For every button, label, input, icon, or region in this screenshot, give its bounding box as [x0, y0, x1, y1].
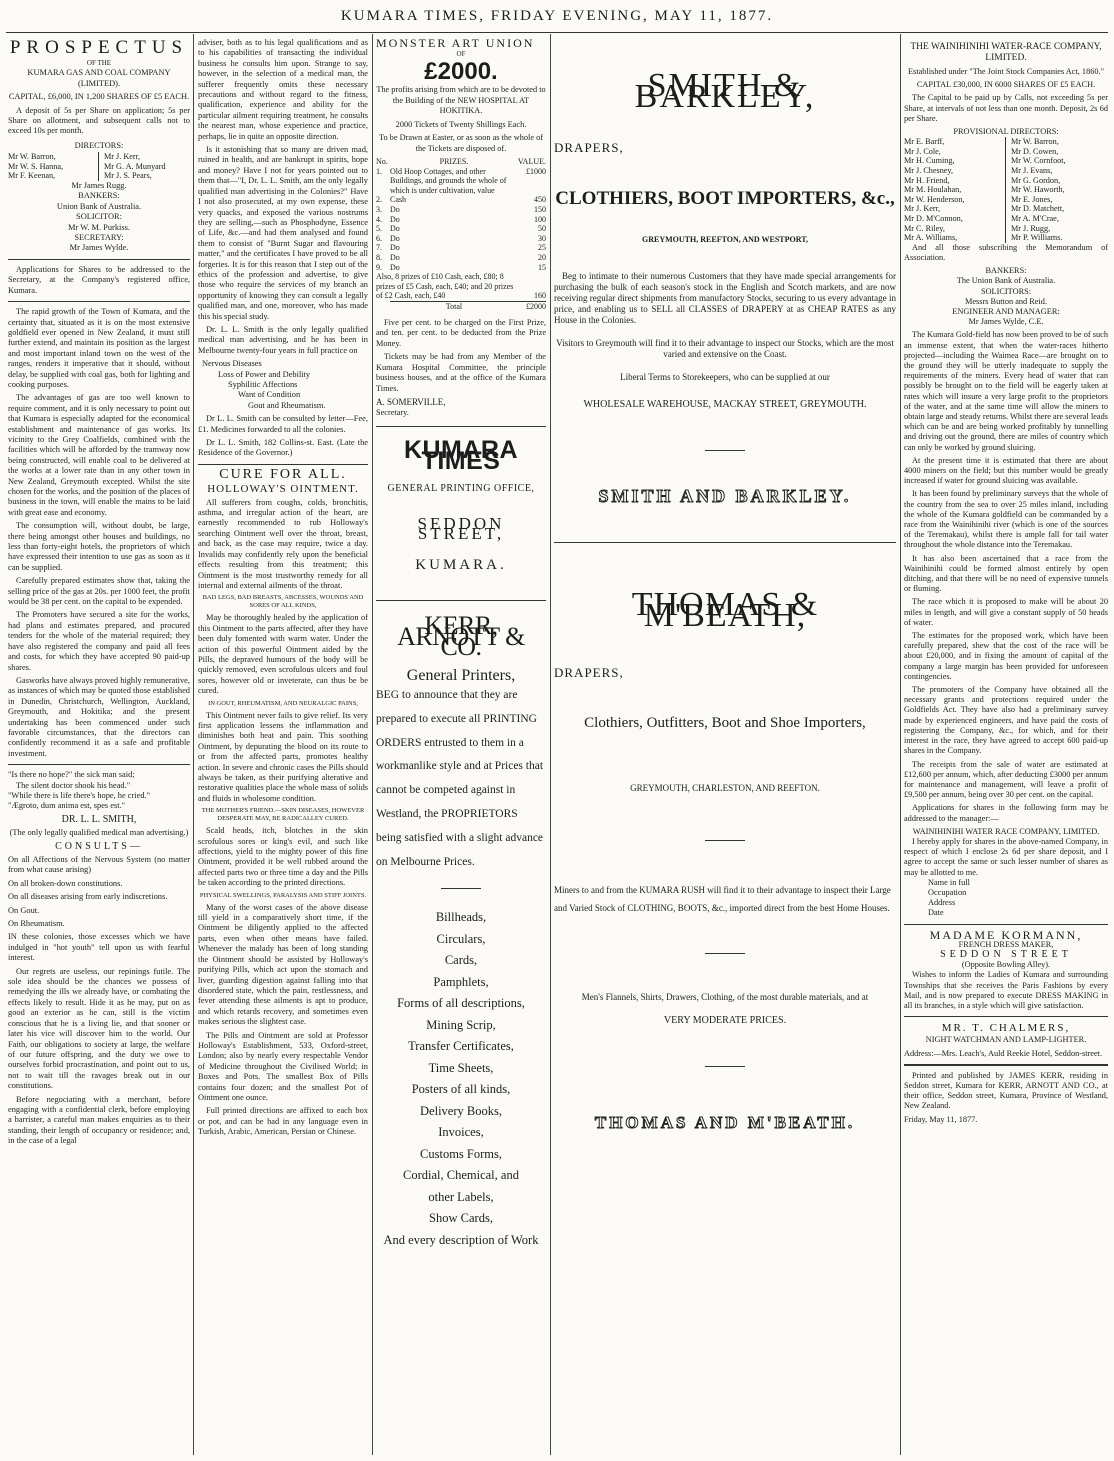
printing-item: Forms of all descriptions,: [397, 996, 525, 1011]
water-race-capital-note: The Capital to be paid up by Calls, not exceeding 5s per Share, at intervals of not less than one month. Deposit, 2s 6d per Share.: [904, 93, 1108, 123]
paragraph: Five per cent. to be charged on the First Prize, and ten. per cent. to be deducted from the Prize Money.: [376, 317, 546, 348]
th-prizes: PRIZES.: [439, 157, 469, 166]
paragraph: Is it astonishing that so many are driven mad, ruined in health, and are bankrupt in spirits, hope and money? Have I not for years pointed out to them that—"I, Dr. L. L. Smith, am the only legally qualified man advertising in the Colonies?" Have I not also prosecuted, at my own expense, these very quacks, and exposed the various nostrums they are selling,—such as Phosphodyne, Essence of Life, &c.—and had them analysed and found them to consist of "Burnt Sugar and flavouring matter," and the certificates I have proved to be all forgeries. It is for this reason that I step out of the ethics of the profession and advertise, to give those who require the services of my branch an opportunity of knowing they can consult a legally qualified man, and one, moreover, who has made this his special study.: [198, 145, 368, 321]
art-union-drawn: To be Drawn at Easter, or as soon as the whole of the Tickets are disposed of.: [378, 133, 544, 153]
doctor-subtitle: (The only legally qualified medical man advertising.): [9, 828, 189, 838]
prize-no: 7.: [376, 243, 382, 253]
prize-desc: Do: [390, 204, 400, 214]
provisional-directors-heading: PROVISIONAL DIRECTORS:: [953, 127, 1059, 137]
provisional-director: Mr C. Riley,: [904, 223, 945, 233]
printing-item: And every description of Work: [383, 1232, 539, 1247]
signatory-title: Secretary.: [376, 407, 409, 417]
smith-liberal: Liberal Terms to Storekeepers, who can be supplied at our: [620, 372, 830, 382]
printing-item: Cordial, Chemical, and: [403, 1168, 519, 1183]
smith-signature: SMITH AND BARKLEY.: [598, 486, 852, 506]
art-union-heading: MONSTER ART UNION: [376, 38, 535, 50]
provisional-director: Mr J. Kerr,: [904, 204, 941, 214]
printing-item: Circulars,: [436, 931, 486, 946]
thomas-mbeath-heading: THOMAS & M'BEATH,: [631, 586, 819, 634]
cure-heading: CURE FOR ALL.: [219, 466, 347, 482]
prize-row: [376, 234, 546, 244]
column-divider: [900, 34, 901, 1455]
prize-no: 1.: [376, 166, 382, 176]
drapers-label: DRAPERS,: [554, 140, 624, 155]
prize-desc: Do: [390, 233, 400, 243]
paragraph: At the present time it is estimated that there are about 4000 miners on the field; but this number would be greatly increased if water for ground sluicing was available.: [904, 455, 1108, 486]
printing-office: GENERAL PRINTING OFFICE,: [387, 483, 535, 494]
provisional-director: Mr A. M'Crae,: [1011, 213, 1059, 223]
director: Mr J. Kerr,: [104, 152, 141, 162]
prize-no: 3.: [376, 204, 382, 214]
paragraph: The receipts from the sale of water are estimated at £12,600 per annum, which, after deducting £3000 per annum for maintenance and management, will leave a profit of £9,500 per annum, being over 30 per cent. on the capital.: [904, 759, 1108, 800]
prospectus-of-the: OF THE: [86, 59, 112, 67]
company-name: KUMARA GAS AND COAL COMPANY (LIMITED).: [27, 68, 171, 88]
kumara-times-heading: KUMARA TIMES: [403, 436, 519, 475]
provisional-director: Mr G. Gordon,: [1011, 175, 1061, 185]
paragraph: The race which it is proposed to make will be about 20 miles in length, and will give a constant supply of 50 heads of water.: [904, 597, 1108, 627]
column-3: [376, 38, 546, 1453]
all-those: And all those subscribing the Memorandum of Association.: [904, 242, 1108, 262]
smith-wholesale: WHOLESALE WAREHOUSE, MACKAY STREET, GREYMOUTH.: [583, 399, 867, 410]
thomas-miners: Miners to and from the KUMARA RUSH will find it to their advantage to inspect their Large and Varied Stock of CLOTHING, BOOTS, &c., imported direct from the best Home Houses.: [554, 885, 891, 913]
thomas-moderate: VERY MODERATE PRICES.: [663, 1015, 787, 1026]
capital: CAPITAL, £6,000, IN 1,200 SHARES OF £5 EACH.: [8, 92, 190, 102]
water-race-capital: CAPITAL £30,000, IN 6000 SHARES OF £5 EACH.: [916, 80, 1096, 90]
paragraph: adviser, both as to his legal qualifications and as to his capabilities of transacting the individual business he consults him upon. Strange to say, however, in the selection of a medical man, the sufferer frequently omits these necessary precautions and without regard to the fitness, qualification, experience and ability for the particular ailment requiring treatment, he consults the nearest man, whose experience and practice, perhaps, lie in quite an opposite direction.: [198, 38, 368, 141]
prize-val: 50: [538, 224, 546, 234]
engineer-heading: ENGINEER AND MANAGER:: [952, 306, 1060, 316]
paragraph: The rapid growth of the Town of Kumara, and the certainty that, situated as it is on the most extensive goldfield ever opened in New Zealand, it must still further extend, and maintain its position as the largest and most important inland town on the west of the ranges, renders it imperative that it should, without delay, be supplied with coal gas, both for lighting and cooking purposes.: [8, 307, 190, 389]
prize-desc: Do: [390, 252, 400, 262]
printing-item: Invoices,: [438, 1125, 484, 1140]
prize-val: 30: [538, 233, 546, 243]
paragraph: The Promoters have secured a site for the works, had plans and estimates prepared, and procured tenders for the whole of the material required; they have also registered the company and paid all fees and costs, for which they have accepted 90 paid-up shares.: [8, 610, 190, 672]
paragraph: Full printed directions are affixed to each box or pot, and can be had in any language even in Turkish, Arabic, American, Persian or Chinese.: [198, 1106, 368, 1137]
form-heading: WAINIHINIHI WATER RACE COMPANY, LIMITED.: [912, 826, 1100, 836]
provisional-director: Mr E. Jones,: [1011, 194, 1053, 204]
provisional-director: Mr D. Cowen,: [1011, 146, 1059, 156]
clothiers-heading: CLOTHIERS, BOOT IMPORTERS, &c.,: [555, 188, 895, 209]
subheading: BAD LEGS, BAD BREASTS, ABCESSES, WOUNDS AND SORES OF ALL KINDS,: [202, 594, 364, 610]
prize-no: 8.: [376, 252, 382, 262]
kormann-subtitle: FRENCH DRESS MAKER,: [958, 939, 1054, 949]
kormann-heading: MADAME KORMANN,: [929, 927, 1083, 942]
paragraph: May be thoroughly healed by the application of this Ointment to the parts affected, after they have been duly fomented with warm water. Under the action of this powerful Ointment aided by the Pills, the depraved humours of the body will be quickly removed, even scrofulous ulcers and foul sores, however old or inveterate, can thus be be cured.: [198, 613, 368, 696]
provisional-director: Mr W. Cornfoot,: [1011, 156, 1066, 166]
prize-no: 2.: [376, 195, 382, 205]
paragraph: The advantages of gas are too well known to require comment, and it is only necessary to point out that Kumara is especially adapted for the economical establishment and maintenance of gas works. Its vicinity to the Grey Coalfields, combined with the facilities which will be afforded by the tramway now being constructed, will enable coal to be delivered at the works at a lower rate than in any other town in New Zealand, Greymouth excepted. Whilst the site chosen for the works, and the position of the places of business in the town, will enable the mains to be laid with great ease and economy.: [8, 393, 190, 517]
secretary-heading: SECRETARY:: [74, 233, 124, 243]
subheading: THE MOTHER'S FRIEND.—SKIN DISEASES, HOWEVER DESPERATE MAY, BE RADICALLEY CURED.: [201, 807, 365, 823]
directors-list: [8, 152, 190, 181]
kormann-street: SEDDON STREET: [940, 948, 1072, 960]
prize-row: [376, 205, 546, 215]
th-no: No.: [376, 157, 388, 166]
paragraph: Gasworks have always proved highly remunerative, as instances of which may be quoted those established in Dunedin, Christchurch, Wellington, Auckland, Greymouth, and Hokitika; and the present undertaking has been commenced under such favorable circumstances, that the directors can confidently recommend it as a safe and profitable investment.: [8, 675, 190, 758]
provisional-directors-list: [904, 137, 1108, 243]
prize-also-value: 160: [534, 291, 546, 301]
provisional-director: Mr J. Cole,: [904, 146, 941, 156]
column-1: [8, 38, 190, 1453]
kerr-arnott-heading: KERR, ARNOTT & CO.: [397, 611, 525, 661]
director: Mr J. S. Pears,: [104, 171, 152, 181]
printing-item: Billheads,: [435, 910, 487, 925]
prize-val: 15: [538, 262, 546, 272]
form-body: I hereby apply for shares in the above-named Company, in respect of which I enclose 2s 6d per share deposit, and I agree to accept the same or such lesser number of shares as may be allotted to me.: [904, 836, 1108, 877]
prize-row: [376, 243, 546, 253]
art-union-of: OF: [456, 49, 466, 58]
prize-no: 4.: [376, 214, 382, 224]
general-printers: General Printers,: [406, 666, 516, 684]
consult-item: On Gout.: [8, 905, 40, 915]
prize-no: 6.: [376, 233, 382, 243]
prize-val: 150: [534, 204, 546, 214]
art-union-profits: The profits arising from which are to be devoted to the Building of the NEW HOSPITAL AT HOKITIKA.: [376, 85, 546, 115]
smith-barkley-heading: SMITH & BARKLEY,: [634, 67, 816, 115]
printers-announcement: BEG to announce that they are prepared to execute all PRINTING ORDERS entrusted to them in a workmanlike style and at Prices that cannot be competed against in Westland, the PROPRIETORS being satisfied with a slight advance on Melbourne Prices.: [376, 689, 544, 868]
thomas-clothiers: Clothiers, Outfitters, Boot and Shoe Importers,: [584, 715, 866, 731]
consult-item: On all broken-down constitutions.: [8, 878, 123, 888]
water-race-established: Established under "The Joint Stock Companies Act, 1860.": [908, 67, 1104, 76]
paragraph: Carefully prepared estimates show that, taking the selling price of the gas at 20s. per 1000 feet, the profit would be 38 per cent. on the capital to be expended.: [8, 576, 190, 607]
bankers: The Union Bank of Australia.: [956, 276, 1056, 286]
deposit-text: A deposit of 5s per Share on application; 5s per Share on allotment, and subsequent calls not to exceed 10s per month.: [8, 105, 190, 136]
quote: "Ægroto, dum anima est, spes est.": [8, 801, 126, 811]
secretary: Mr James Wylde.: [69, 243, 129, 253]
prize-desc: Do: [390, 214, 400, 224]
seddon-street: SEDDON STREET,: [417, 513, 505, 543]
provisional-director: Mr W. Haworth,: [1011, 185, 1065, 195]
ailment: Gout and Rheumatism.: [248, 400, 326, 410]
paragraph: The Pills and Ointment are sold at Professor Holloway's Establishment, 533, Oxford-street, London; also by nearly every respectable Vendor of Medicine throughout the Civilised World; in Boxes and Pots. The smallest Box of Pills contains four dozen; and the smallest Pot of Ointment one ounce.: [198, 1030, 368, 1102]
column-divider: [372, 34, 373, 1455]
ailment: Loss of Power and Debility: [218, 369, 311, 379]
column-4: [554, 38, 896, 1453]
thomas-places: GREYMOUTH, CHARLESTON, AND REEFTON.: [630, 783, 820, 793]
kumara-town: KUMARA.: [415, 556, 507, 573]
provisional-director: Mr J. Chesney,: [904, 166, 954, 175]
kormann-body: Wishes to inform the Ladies of Kumara and surrounding Townships that she receives the Paris Fashions by every Mail, and is now prepared to execute DRESS MAKING in all its branches, in a style which will give satisfaction.: [904, 970, 1108, 1010]
total-label: Total: [390, 301, 518, 311]
prize-desc: Do: [390, 243, 400, 253]
column-divider: [550, 34, 551, 1455]
drapers2-label: DRAPERS,: [554, 665, 624, 680]
directors-heading: DIRECTORS:: [74, 140, 124, 150]
prize-no: 5.: [376, 224, 382, 234]
art-union-tickets: 2000 Tickets of Twenty Shillings Each.: [395, 119, 527, 129]
ailment: Nervous Diseases: [202, 359, 262, 369]
chalmers-address: Address:—Mrs. Leach's, Auld Reekie Hotel, Seddon-street.: [904, 1048, 1103, 1058]
column-2: [198, 38, 368, 1453]
art-union-amount: £2000.: [424, 58, 498, 85]
printing-item: Show Cards,: [429, 1211, 493, 1226]
printing-item: Mining Scrip,: [426, 1017, 496, 1032]
paragraph: Tickets may be had from any Member of the Kumara Hospital Committee, the principle business houses, and at the office of the Kumara Times.: [376, 352, 546, 393]
provisional-director: Mr W. Barron,: [1011, 137, 1059, 147]
smith-visitors: Visitors to Greymouth will find it to their advantage to inspect our Stocks, which are the most varied and extensive on the Coast.: [556, 338, 894, 359]
printing-item: Transfer Certificates,: [408, 1039, 514, 1054]
printing-item: Pamphlets,: [433, 974, 489, 989]
paragraph: Our regrets are useless, our repinings futile. The sole idea should be the chances we possess of remedying the ills we already have, or combating the effects likely to result. Hide it as he may, put on as good an exterior as he can, still is the victim conscious that he is a living lie, and that sooner or later his vice will discover him to the world. Our Faith, our obligations to society at large, the welfare of our future offspring, and the duty we owe to ourselves forbid procrastination, and point out to us, not to wait till the ravages break out in our constitutions.: [8, 966, 190, 1091]
provisional-director: Mr D. M'Connon,: [904, 213, 963, 223]
chalmers-heading: MR. T. CHALMERS,: [941, 1022, 1071, 1035]
provisional-director: Mr J. Rugg,: [1011, 223, 1051, 233]
form-field-label: Date: [928, 908, 944, 918]
provisional-director: Mr H. Friend,: [904, 175, 950, 185]
paragraph: Applications for shares in the following form may be addressed to the manager:—: [904, 803, 1108, 823]
paragraph: The estimates for the proposed work, which have been carefully prepared, shew that the cost of the race will be about £20,000, and in fixing the amount of capital of the company a large margin has been provided for unforeseen contingencies.: [904, 631, 1108, 681]
printing-item: Posters of all kinds,: [411, 1082, 511, 1097]
printing-item: Cards,: [444, 953, 478, 968]
form-field-label: Address: [928, 898, 956, 908]
ailment: Want of Condition: [238, 390, 301, 400]
prize-row: [376, 195, 546, 205]
subheading: PHYSICAL SWELLINGS, PARALYSIS AND STIFF JOINTS.: [199, 891, 367, 899]
quote: "While there is life there's hope, he cried.": [8, 790, 151, 800]
prize-row: [376, 253, 546, 263]
printing-item: other Labels,: [428, 1189, 494, 1204]
paragraph: Dr L. L. Smith, 182 Collins-st. East. (Late the Residence of the Governor.): [198, 438, 368, 458]
signatory: A. SOMERVILLE,: [376, 397, 446, 407]
prizes-table: [376, 157, 546, 312]
paragraph: All sufferers from coughs, colds, bronchitis, asthma, and irregular action of the heart, are earnestly recommended to rub Holloway's searching Ointment well over the throat, breast, and back, as the case may require, twice a day. Invalids may confidently rely upon the beneficial effects resulting from this treatment; this Ointment is the most trustworthy remedy for all internal and external ailments of the throat.: [198, 497, 368, 590]
bankers-heading: BANKERS:: [985, 266, 1027, 276]
paragraph: Before negociating with a merchant, before engaging with a confidential clerk, before employing a barrister, a careful man makes enquiries as to their standing, their length of occupancy or residence; and, in the case of a legal: [8, 1094, 190, 1146]
holloway-heading: HOLLOWAY'S OINTMENT.: [207, 483, 359, 496]
director: Mr James Rugg.: [71, 181, 127, 191]
masthead-rule: [6, 32, 1108, 33]
printing-items-list: [376, 907, 546, 1251]
paragraph: The Kumara Gold-field has now been proved to be of such an immense extent, that when the water-races hitherto projected—including the Waimea Race—are brought on to the ground they will be utterly inadequate to supply the requirements of the miners. Every head of water that can possibly be brought on to the field will be eagerly taken at rates which will insure a very large profit to the proprietors of the water, and at the same time will allow the miners to obtain large and steady returns. Whilst there are several leads which can be and are being worked profitably by tunnelling and driving out the ground, there are miles of country which can only be worked by ground sluicing.: [904, 330, 1108, 452]
applications-text: Applications for Shares to be addressed to the Secretary, at the Company's registered office, Kumara.: [8, 264, 190, 295]
prize-no: 9.: [376, 262, 382, 272]
consults-heading: CONSULTS—: [55, 840, 143, 852]
quote: The silent doctor shook his head.": [16, 780, 131, 790]
prize-row: [376, 167, 546, 196]
paragraph: The promoters of the Company have obtained all the necessary grants and protections required under the Goldfields Act. They have also had a preliminary survey made by experienced engineers, and have paid the costs of registering the Company, &c., for which, and for their interest in the race, they have agreed to accept 600 paid-up shares in the Company.: [904, 685, 1108, 756]
ailment: Syphilitic Affections: [228, 380, 298, 389]
consult-item: On all Affections of the Nervous System (no matter from what cause arising): [8, 855, 190, 875]
quote: "Is there no hope?" the sick man said;: [8, 770, 135, 780]
provisional-director: Mr H. Cuming,: [904, 156, 955, 166]
paragraph: IN these colonies, those excesses which we have indulged in "hot youth" tell upon us with fearful interest.: [8, 932, 190, 963]
printing-item: Customs Forms,: [420, 1146, 502, 1161]
bankers-heading: BANKERS:: [78, 191, 120, 201]
smith-places: GREYMOUTH, REEFTON, AND WESTPORT,: [642, 235, 808, 244]
th-value: VALUE.: [517, 157, 546, 166]
prize-desc: Cash: [390, 195, 406, 205]
solicitor-heading: SOLICITOR:: [76, 212, 122, 222]
director: Mr F. Keenan,: [8, 171, 56, 181]
director: Mr W. S. Hanna,: [8, 161, 64, 171]
paragraph: Scald heads, itch, blotches in the skin scrofulous sores or king's evil, and such like affections, yield to the mighty power of this fine Ointment, provided it be well rubbed around the affected parts two or three time a day and the Pills be taken according to the printed directions.: [198, 826, 368, 888]
thomas-flannels: Men's Flannels, Shirts, Drawers, Clothing, of the most durable materials, and at: [581, 992, 869, 1002]
paragraph: The consumption will, without doubt, be large, there being amongst other houses and buildings, no less than forty-eight hotels, the proprietors of which have expressed their intention to use gas as soon as it can be supplied.: [8, 521, 190, 572]
prospectus-title: PROSPECTUS: [9, 38, 189, 58]
prize-val: 20: [538, 252, 546, 262]
paragraph: Dr. L. L. Smith is the only legally qualified medical man advertising, and he has been in Melbourne twenty-four years in full practice on: [198, 324, 368, 355]
water-race-title: THE WAINIHINIHI WATER-RACE COMPANY, LIMITED.: [910, 42, 1102, 63]
form-field-label: Name in full: [928, 877, 970, 887]
solicitors: Messrs Button and Reid.: [964, 296, 1048, 306]
solicitor: Mr W. M. Purkiss.: [68, 222, 130, 232]
prize-row: [376, 263, 546, 273]
masthead: KUMARA TIMES, FRIDAY EVENING, MAY 11, 1877.: [340, 8, 774, 24]
form-fields: [904, 878, 1108, 919]
provisional-director: Mr M. Houlahan,: [904, 185, 962, 195]
paragraph: It has been found by preliminary surveys that the whole of the country from the sea to over 25 miles inland, including the whole of the Kumara goldfield can be commanded by a race from the Wainihinihi river (which is one of the sources of the Teremakau), whilst there is ample fall for tail water throughout the whole distance into the Teremakau.: [904, 489, 1108, 550]
form-field-label: Occupation: [928, 887, 967, 897]
prize-val: £1000: [526, 166, 546, 176]
column-5: [904, 38, 1108, 1453]
consult-item: On all diseases arising from early indiscretions.: [8, 892, 168, 902]
prize-row: [376, 215, 546, 225]
solicitors-heading: SOLICITORS:: [980, 286, 1032, 296]
column-divider: [193, 34, 194, 1455]
provisional-director: Mr J. Evans,: [1011, 166, 1053, 175]
consult-item: On Rheumatism.: [8, 919, 65, 929]
engineer: Mr James Wylde, C.E.: [968, 317, 1044, 327]
prize-desc: Do: [390, 262, 400, 272]
total-value: £2000: [518, 301, 546, 311]
prize-row: [376, 224, 546, 234]
smith-announcement: Beg to intimate to their numerous Customers that they have made special arrangements for purchasing the bulk of each season's stock in the English and Scotch markets, and are now receiving regular direct shipments from manufactory Stocks, securing to us every advantage in price, and enabling us to SELL all CLASSES of DRAPERY at as CHEAP RATES as any House in the Colonies.: [554, 271, 896, 325]
kormann-opposite: (Opposite Bowling Alley).: [961, 960, 1051, 970]
provisional-director: Mr P. Williams.: [1011, 233, 1063, 243]
prize-also: Also, 8 prizes of £10 Cash, each, £80; 8 prizes of £5 Cash, each, £40; and 20 prizes of £2 Cash, each, £40: [376, 272, 514, 301]
imprint: Printed and published by JAMES KERR, residing in Seddon street, Kumara for KERR, ARNOTT AND CO., at their office, Seddon street, Kumara, Province of Westland, New Zealand.: [904, 1070, 1108, 1111]
paragraph: Dr L. L. Smith can be consulted by letter—Fee, £1. Medicines forwarded to all the colonies.: [198, 414, 368, 434]
paragraph: It has also been ascertained that a race from the Wainihinihi could be formed almost entirely by open ditching, and that there will be no need of expensive tunnels or fluming.: [904, 553, 1108, 594]
paragraph: This Ointment never fails to give relief. Its very first application lessens the inflammation and diminishes both heat and pain. This soothing Ointment, by depurating the blood on its route to or from the affected parts, promotes healthy action. In severe and chronic cases the Pills should always be taken, as their purifying alterative and restorative qualities place the whole mass of solids and fluids in wholesome condition.: [198, 710, 368, 803]
paragraph: Many of the worst cases of the above disease till yield in a comparatively short time, if the Ointment be diligently applied to the affected parts, even when other means have failed. Whenever the malady has been of long standing the Ointment should be assisted by Holloway's purifying Pills, which act upon the stomach and liver, guarding digestion against falling into that disordered state, which the pain, restlessness, and fever attending these ailments is apt to produce, and which retards recovery, and sometimes even makes serious the slightest case.: [198, 902, 368, 1027]
printing-item: Delivery Books,: [420, 1103, 502, 1118]
printing-item: Time Sheets,: [428, 1060, 494, 1075]
bankers: Union Bank of Australia.: [56, 201, 142, 211]
imprint-date: Friday, May 11, 1877.: [904, 1114, 978, 1124]
chalmers-subtitle: NIGHT WATCHMAN AND LAMP-LIGHTER.: [925, 1035, 1087, 1045]
provisional-director: Mr A. Williams,: [904, 233, 958, 243]
thomas-signature: THOMAS AND M'BEATH.: [594, 1113, 856, 1132]
provisional-director: Mr D. Matchett,: [1011, 204, 1065, 214]
prize-desc: Do: [390, 224, 400, 234]
prize-val: 25: [538, 243, 546, 253]
director: Mr W. Barron,: [8, 152, 56, 162]
doctor-name: DR. L. L. SMITH,: [61, 813, 137, 825]
prize-desc: Old Hoop Cottages, and other Buildings, and grounds the whole of which is under cultivation, value: [390, 166, 507, 195]
provisional-director: Mr E. Barff,: [904, 137, 945, 147]
subheading: IN GOUT, RHEUMATISM, AND NEURALGIC PAINS,: [208, 699, 358, 707]
director: Mr G. A. Munyard: [104, 161, 166, 171]
provisional-director: Mr W. Henderson,: [904, 194, 965, 204]
prize-val: 450: [534, 195, 546, 205]
prize-val: 100: [534, 214, 546, 224]
